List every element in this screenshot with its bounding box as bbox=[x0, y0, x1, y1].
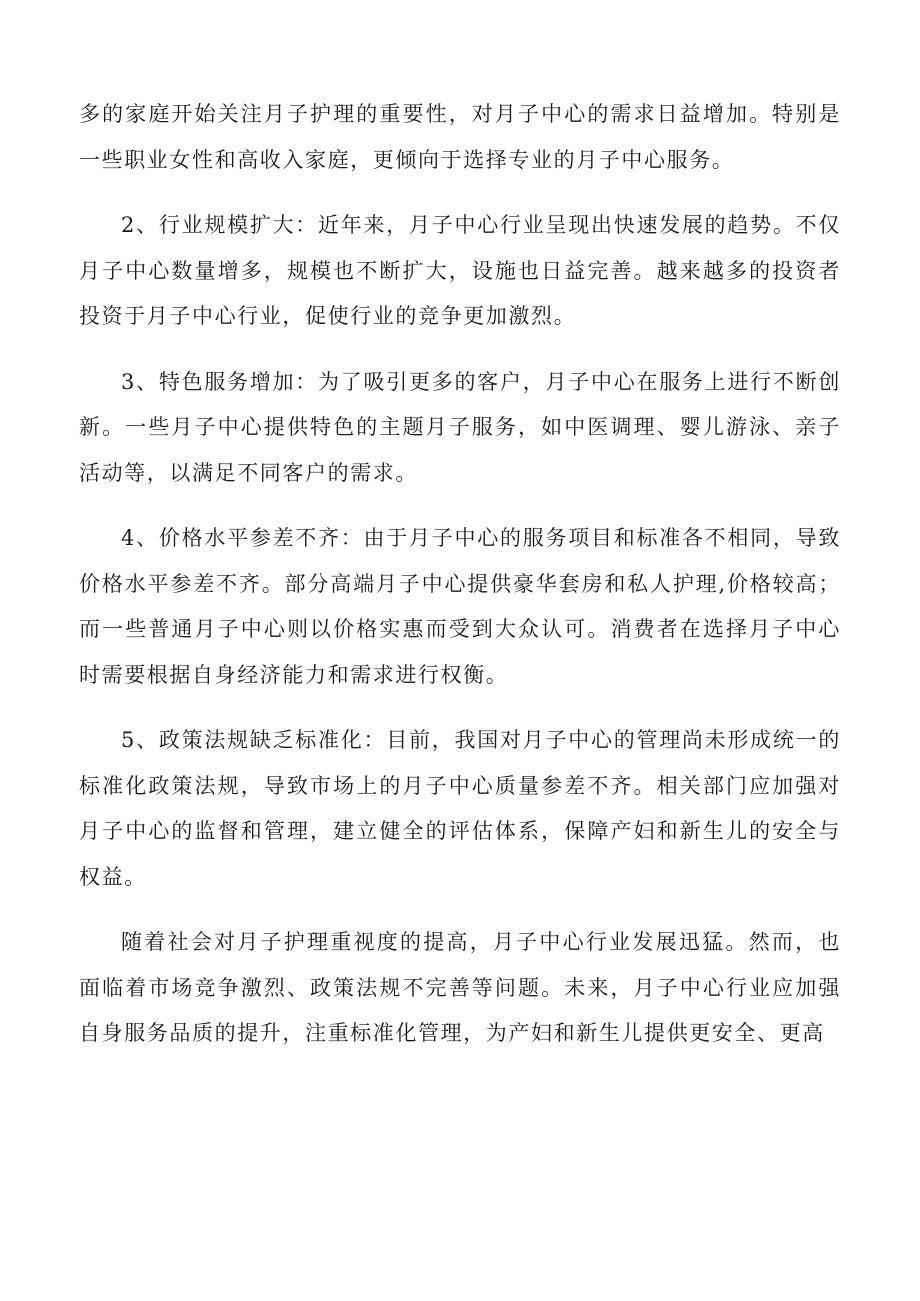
paragraph-summary: 随着社会对月子护理重视度的提高，月子中心行业发展迅猛。然而，也面临着市场竞争激烈、政策法规不完善等问题。未来，月子中心行业应加强自身服务品质的提升，注重标准化管理，为产妇和新生儿提供更安全、更高 bbox=[79, 930, 841, 1045]
paragraph-industry-scale: 2、行业规模扩大：近年来，月子中心行业呈现出快速发展的趋势。不仅月子中心数量增多，规模也不断扩大，设施也日益完善。越来越多的投资者投资于月子中心行业，促使行业的竞争更加激烈。 bbox=[79, 213, 841, 328]
paragraph-price-levels: 4、价格水平参差不齐：由于月子中心的服务项目和标准各不相同，导致价格水平参差不齐。部分高端月子中心提供豪华套房和私人护理,价格较高；而一些普通月子中心则以价格实惠而受到大众认可。消费者在选择月子中心时需要根据自身经济能力和需求进行权衡。 bbox=[79, 526, 841, 687]
paragraph-continuation: 多的家庭开始关注月子护理的重要性，对月子中心的需求日益增加。特别是一些职业女性和高收入家庭，更倾向于选择专业的月子中心服务。 bbox=[79, 102, 841, 172]
paragraph-special-services: 3、特色服务增加：为了吸引更多的客户，月子中心在服务上进行不断创新。一些月子中心提供特色的主题月子服务，如中医调理、婴儿游泳、亲子活动等，以满足不同客户的需求。 bbox=[79, 369, 841, 485]
paragraph-policy-standards: 5、政策法规缺乏标准化：目前，我国对月子中心的管理尚未形成统一的标准化政策法规，导致市场上的月子中心质量参差不齐。相关部门应加强对月子中心的监督和管理，建立健全的评估体系，保障产妇和新生儿的安全与权益。 bbox=[79, 728, 841, 889]
document-body bbox=[79, 92, 841, 1077]
